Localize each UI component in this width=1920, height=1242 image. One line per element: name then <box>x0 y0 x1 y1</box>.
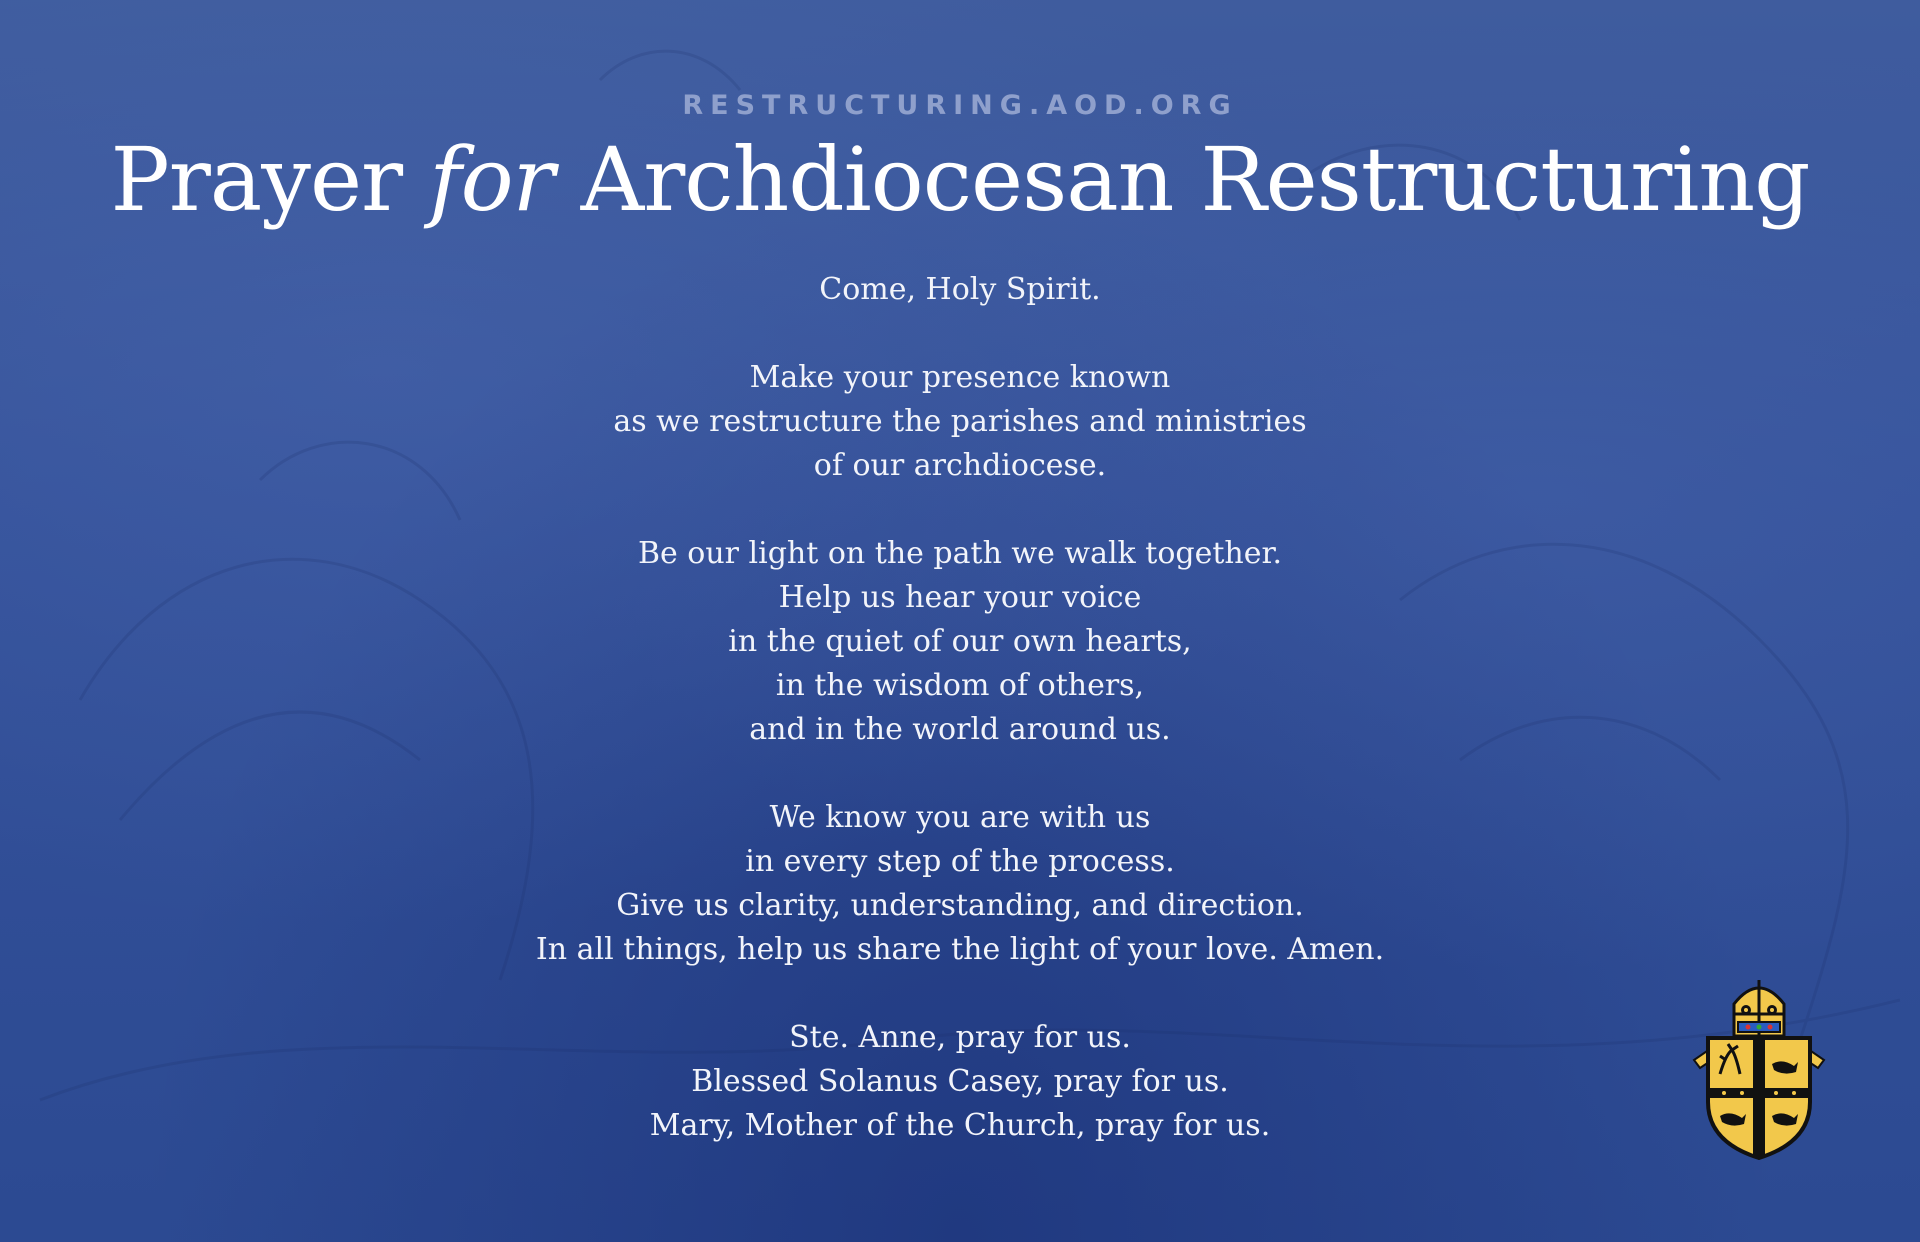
prayer-stanza <box>0 268 1920 312</box>
prayer-line: Blessed Solanus Casey, pray for us. <box>691 1064 1229 1099</box>
prayer-stanza <box>0 532 1920 752</box>
prayer-line: of our archdiocese. <box>813 448 1107 483</box>
title-part-prayer: Prayer <box>110 128 430 231</box>
title-part-for: for <box>429 128 554 231</box>
prayer-line: Be our light on the path we walk together. <box>637 536 1283 571</box>
prayer-line: as we restructure the parishes and ministries <box>613 404 1307 439</box>
prayer-line: In all things, help us share the light of your love. Amen. <box>535 932 1385 967</box>
prayer-line: Ste. Anne, pray for us. <box>789 1020 1131 1055</box>
prayer-line: We know you are with us <box>769 800 1151 835</box>
prayer-line: Give us clarity, understanding, and direction. <box>616 888 1304 923</box>
prayer-line: Come, Holy Spirit. <box>819 272 1101 307</box>
prayer-text <box>0 268 1920 1192</box>
archdiocese-coat-of-arms-icon <box>1686 974 1832 1160</box>
title-part-restructuring: Archdiocesan Restructuring <box>553 128 1810 231</box>
prayer-line: in the quiet of our own hearts, <box>728 624 1192 659</box>
prayer-line: Make your presence known <box>749 360 1171 395</box>
website-url: RESTRUCTURING.AOD.ORG <box>682 90 1238 121</box>
prayer-line: Help us hear your voice <box>778 580 1142 615</box>
prayer-line: Mary, Mother of the Church, pray for us. <box>649 1108 1271 1143</box>
prayer-stanza <box>0 1016 1920 1148</box>
prayer-stanza <box>0 796 1920 972</box>
prayer-line: and in the world around us. <box>749 712 1171 747</box>
prayer-line: in every step of the process. <box>745 844 1175 879</box>
page-title <box>0 128 1920 231</box>
prayer-line: in the wisdom of others, <box>775 668 1145 703</box>
prayer-stanza <box>0 356 1920 488</box>
